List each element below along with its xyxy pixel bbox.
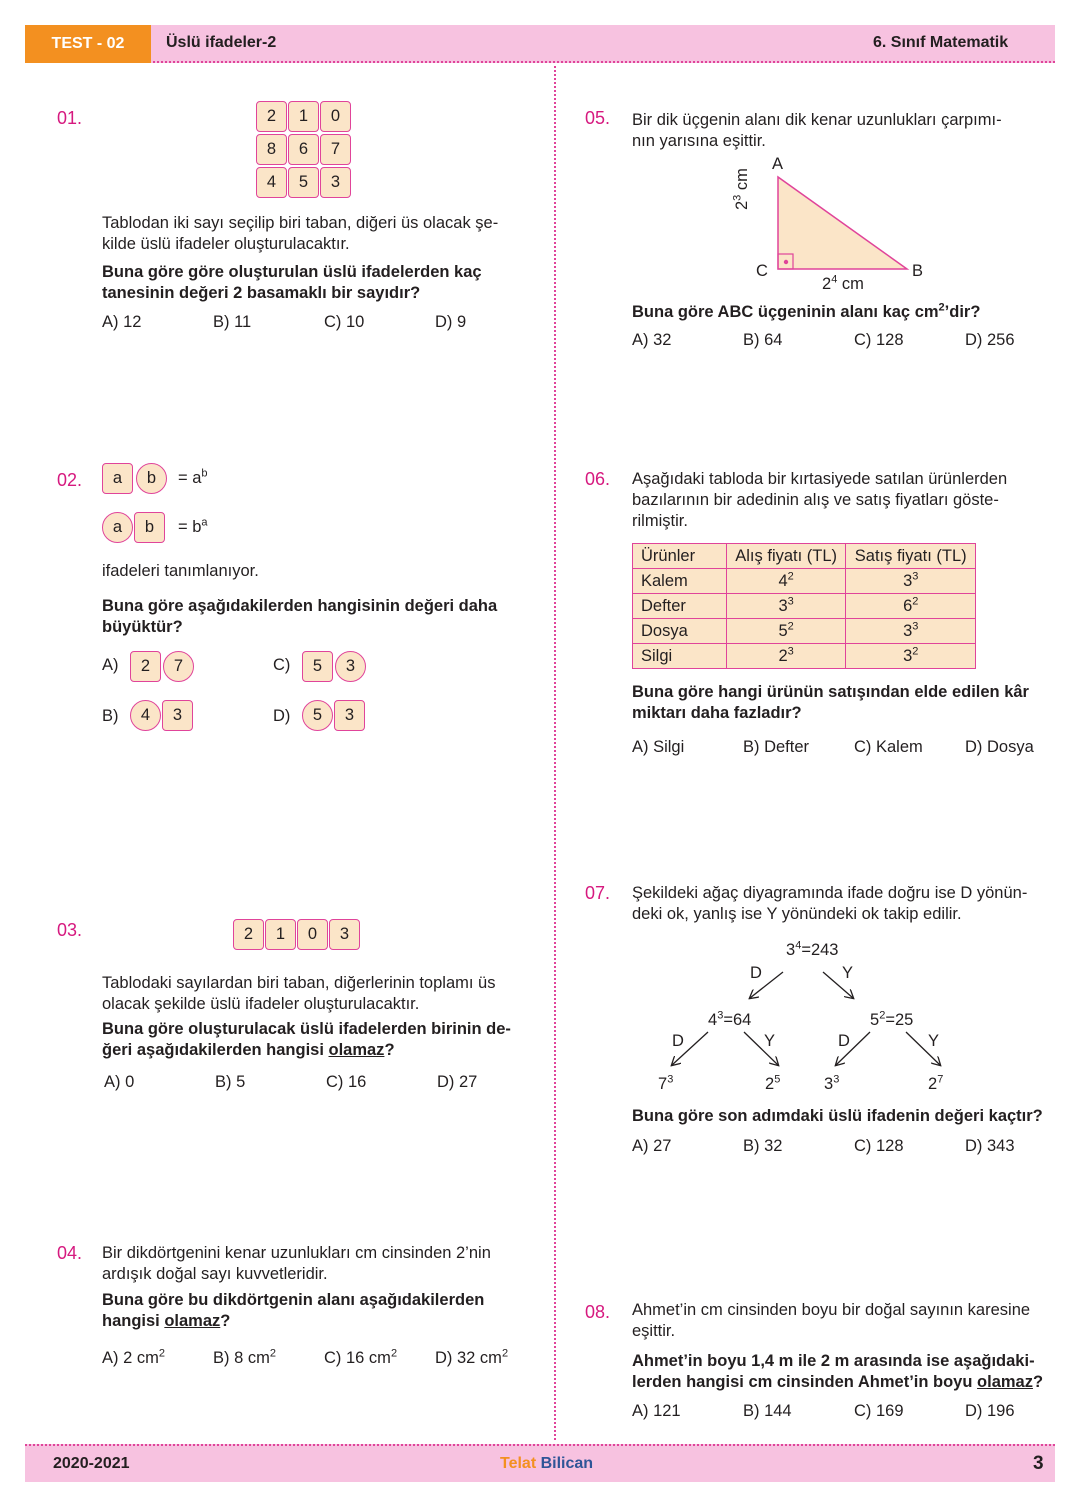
sell-price: $3^3$	[846, 619, 976, 644]
question-text: rilmiştir.	[632, 512, 688, 530]
option-b-circle[interactable]: 4	[130, 700, 161, 731]
sell-price: $6^2$	[846, 594, 976, 619]
option-b[interactable]: B) 32	[743, 1137, 783, 1155]
grid-cell: 2	[256, 101, 287, 132]
question-number: 08.	[585, 1302, 611, 1322]
option-b[interactable]: B) 5	[215, 1073, 246, 1091]
question-text: Tablodaki sayılardan biri taban, diğerlerinin toplamı üs	[102, 974, 496, 992]
tree-root: $3^4=243$	[786, 939, 839, 959]
product-name: Dosya	[633, 619, 727, 644]
branch-y-label: Y	[928, 1032, 940, 1050]
option-a[interactable]: A) Silgi	[632, 738, 685, 756]
option-d[interactable]: D) 9	[435, 313, 467, 331]
option-d[interactable]: D) 343	[965, 1137, 1015, 1155]
number-cell: 2	[233, 919, 264, 950]
sell-price: $3^3$	[846, 569, 976, 594]
question-prompt: Buna göre aşağıdakilerden hangisinin değeri daha	[102, 597, 498, 615]
grid-cell: 5	[288, 167, 319, 198]
question-number: 06.	[585, 469, 611, 489]
question-text: Tablodan iki sayı seçilip biri taban, diğeri üs olacak şe-	[102, 214, 499, 232]
question-number: 03.	[57, 920, 83, 940]
column-divider	[554, 66, 556, 1440]
option-c[interactable]: C) 16	[326, 1073, 367, 1091]
product-name: Kalem	[633, 569, 727, 594]
vertex-c-label: C	[756, 262, 768, 280]
question-text: ardışık doğal sayı kuvvetleridir.	[102, 1265, 328, 1283]
option-b[interactable]: B)	[102, 707, 119, 725]
question-text: Şekildeki ağaç diyagramında ifade doğru ise D yönün-	[632, 884, 1028, 902]
option-a[interactable]: A) 121	[632, 1402, 681, 1420]
question-text: bazılarının bir adedinin alış ve satış fiyatları göste-	[632, 491, 999, 509]
vertex-a-label: A	[772, 155, 784, 173]
grid-cell: 1	[288, 101, 319, 132]
option-d[interactable]: D) 32 $cm^2$	[435, 1347, 509, 1367]
tree-diagram-arrows	[640, 960, 970, 1080]
question-text: nın yarısına eşittir.	[632, 132, 766, 150]
number-cell: 3	[329, 919, 360, 950]
option-a[interactable]: A) 12	[102, 313, 142, 331]
option-c[interactable]: C) 16 $cm^2$	[324, 1347, 398, 1367]
branch-y-label: Y	[842, 964, 854, 982]
def-box-a: a	[102, 463, 133, 494]
option-a[interactable]: A) 0	[104, 1073, 135, 1091]
footer-author: Telat Bilican	[500, 1455, 594, 1472]
option-d[interactable]: D) Dosya	[965, 738, 1034, 756]
question-number: 01.	[57, 108, 83, 128]
definition-1: = $a^b$	[178, 467, 208, 487]
question-text: Ahmet’in cm cinsinden boyu bir doğal sayının karesine	[632, 1301, 1031, 1319]
question-text: Bir dikdörtgenini kenar uzunlukları cm cinsinden 2’nin	[102, 1244, 491, 1262]
option-c-box[interactable]: 5	[302, 651, 333, 682]
page-number: 3	[1033, 1453, 1044, 1474]
vertex-b-label: B	[912, 262, 924, 280]
branch-d-label: D	[750, 964, 762, 982]
option-a[interactable]: A) 27	[632, 1137, 672, 1155]
option-c[interactable]: C) 169	[854, 1402, 904, 1420]
question-text: deki ok, yanlış ise Y yönündeki ok takip edilir.	[632, 905, 962, 923]
option-c-circle[interactable]: 3	[335, 651, 366, 682]
branch-d-label: D	[672, 1032, 684, 1050]
grid-cell: 0	[320, 101, 351, 132]
option-a-box[interactable]: 2	[130, 651, 161, 682]
table-row	[633, 569, 976, 594]
question-prompt: Buna göre hangi ürünün satışından elde edilen kâr	[632, 683, 1029, 701]
table-header: Satış fiyatı (TL)	[846, 544, 976, 569]
grid-cell: 6	[288, 134, 319, 165]
side-cb-label: $2^4$ cm	[822, 273, 864, 293]
option-c[interactable]: C) 10	[324, 313, 365, 331]
def-box-b: b	[134, 512, 165, 543]
question-prompt: Ahmet’in boyu 1,4 m ile 2 m arasında ise aşağıdaki-	[632, 1352, 1035, 1370]
branch-d-label: D	[838, 1032, 850, 1050]
topic-title: Üslü ifadeler-2	[166, 34, 277, 51]
question-number: 04.	[57, 1243, 83, 1263]
tree-leaf: $2^5$	[765, 1073, 781, 1093]
triangle-shape	[778, 177, 907, 269]
option-b[interactable]: B) Defter	[743, 738, 810, 756]
question-prompt: miktarı daha fazladır?	[632, 704, 802, 722]
table-row	[633, 644, 976, 669]
branch-y-label: Y	[764, 1032, 776, 1050]
question-text: kilde üslü ifadeler oluşturulacaktır.	[102, 235, 350, 253]
tree-right-node: $5^2=25$	[870, 1009, 914, 1029]
table-header-row	[633, 544, 976, 569]
tree-leaf: $2^7$	[928, 1073, 944, 1093]
definition-2: = $b^a$	[178, 516, 208, 536]
table-header: Ürünler	[633, 544, 727, 569]
question-text: Aşağıdaki tabloda bir kırtasiyede satılan ürünlerden	[632, 470, 1008, 488]
product-name: Defter	[633, 594, 727, 619]
buy-price: $4^2$	[726, 569, 846, 594]
tree-leaf: $3^3$	[824, 1073, 840, 1093]
test-tag: TEST - 02	[25, 25, 151, 63]
question-prompt: hangisi olamaz?	[102, 1312, 231, 1330]
grid-cell: 3	[320, 167, 351, 198]
option-a[interactable]: A) 2 $cm^2$	[102, 1347, 165, 1367]
question-text: Bir dik üçgenin alanı dik kenar uzunlukları çarpımı-	[632, 111, 1002, 129]
buy-price: $3^3$	[726, 594, 846, 619]
question-prompt: Buna göre bu dikdörtgenin alanı aşağıdakilerden	[102, 1291, 485, 1309]
question-number: 05.	[585, 108, 611, 128]
option-c[interactable]: C)	[273, 656, 291, 674]
option-b[interactable]: B) 11	[213, 313, 252, 331]
def-circle-a: a	[102, 512, 133, 543]
def-circle-b: b	[136, 463, 167, 494]
option-b-box[interactable]: 3	[162, 700, 193, 731]
price-table	[632, 543, 976, 669]
side-ac-label: $2^3$ cm	[731, 168, 751, 210]
question-prompt: Buna göre son adımdaki üslü ifadenin değeri kaçtır?	[632, 1107, 1043, 1125]
buy-price: $2^3$	[726, 644, 846, 669]
option-d[interactable]: D) 196	[965, 1402, 1015, 1420]
option-d-circle[interactable]: 5	[302, 700, 333, 731]
option-c[interactable]: C) 128	[854, 331, 904, 349]
right-angle-dot	[784, 260, 788, 264]
question-prompt: büyüktür?	[102, 618, 183, 636]
question-number: 02.	[57, 470, 83, 490]
option-b[interactable]: B) 64	[743, 331, 783, 349]
table-header: Alış fiyatı (TL)	[726, 544, 846, 569]
question-number: 07.	[585, 883, 611, 903]
option-b[interactable]: B) 144	[743, 1402, 792, 1420]
tree-left-node: $4^3=64$	[708, 1009, 752, 1029]
option-a-circle[interactable]: 7	[163, 651, 194, 682]
tree-leaf: $7^3$	[658, 1073, 674, 1093]
option-d-box[interactable]: 3	[334, 700, 365, 731]
question-text: olacak şekilde üslü ifadeler oluşturulacaktır.	[102, 995, 420, 1013]
question-text: ifadeleri tanımlanıyor.	[102, 562, 259, 580]
question-prompt: Buna göre oluşturulacak üslü ifadelerden birinin de-	[102, 1020, 511, 1038]
grid-cell: 8	[256, 134, 287, 165]
product-name: Silgi	[633, 644, 727, 669]
table-row	[633, 594, 976, 619]
option-a[interactable]: A)	[102, 656, 119, 674]
option-d[interactable]: D) 256	[965, 331, 1015, 349]
sell-price: $3^2$	[846, 644, 976, 669]
number-cell: 0	[297, 919, 328, 950]
question-prompt: Buna göre ABC üçgeninin alanı kaç $cm^2’dir$?	[632, 301, 981, 321]
table-row	[633, 619, 976, 644]
number-cell: 1	[265, 919, 296, 950]
question-prompt: lerden hangisi cm cinsinden Ahmet’in boyu olamaz?	[632, 1373, 1044, 1391]
question-prompt: ğeri aşağıdakilerden hangisi olamaz?	[102, 1041, 395, 1059]
question-text: eşittir.	[632, 1322, 676, 1340]
grid-cell: 7	[320, 134, 351, 165]
grade-label: 6. Sınıf Matematik	[873, 34, 1009, 51]
buy-price: $5^2$	[726, 619, 846, 644]
question-prompt: tanesinin değeri 2 basamaklı bir sayıdır?	[102, 284, 421, 302]
footer-year: 2020-2021	[53, 1455, 130, 1472]
option-d[interactable]: D) 27	[437, 1073, 478, 1091]
question-prompt: Buna göre göre oluşturulan üslü ifadelerden kaç	[102, 263, 482, 281]
option-d[interactable]: D)	[273, 707, 291, 725]
option-a[interactable]: A) 32	[632, 331, 672, 349]
grid-cell: 4	[256, 167, 287, 198]
option-b[interactable]: B) 8 $cm^2$	[213, 1347, 276, 1367]
option-c[interactable]: C) Kalem	[854, 738, 923, 756]
option-c[interactable]: C) 128	[854, 1137, 904, 1155]
